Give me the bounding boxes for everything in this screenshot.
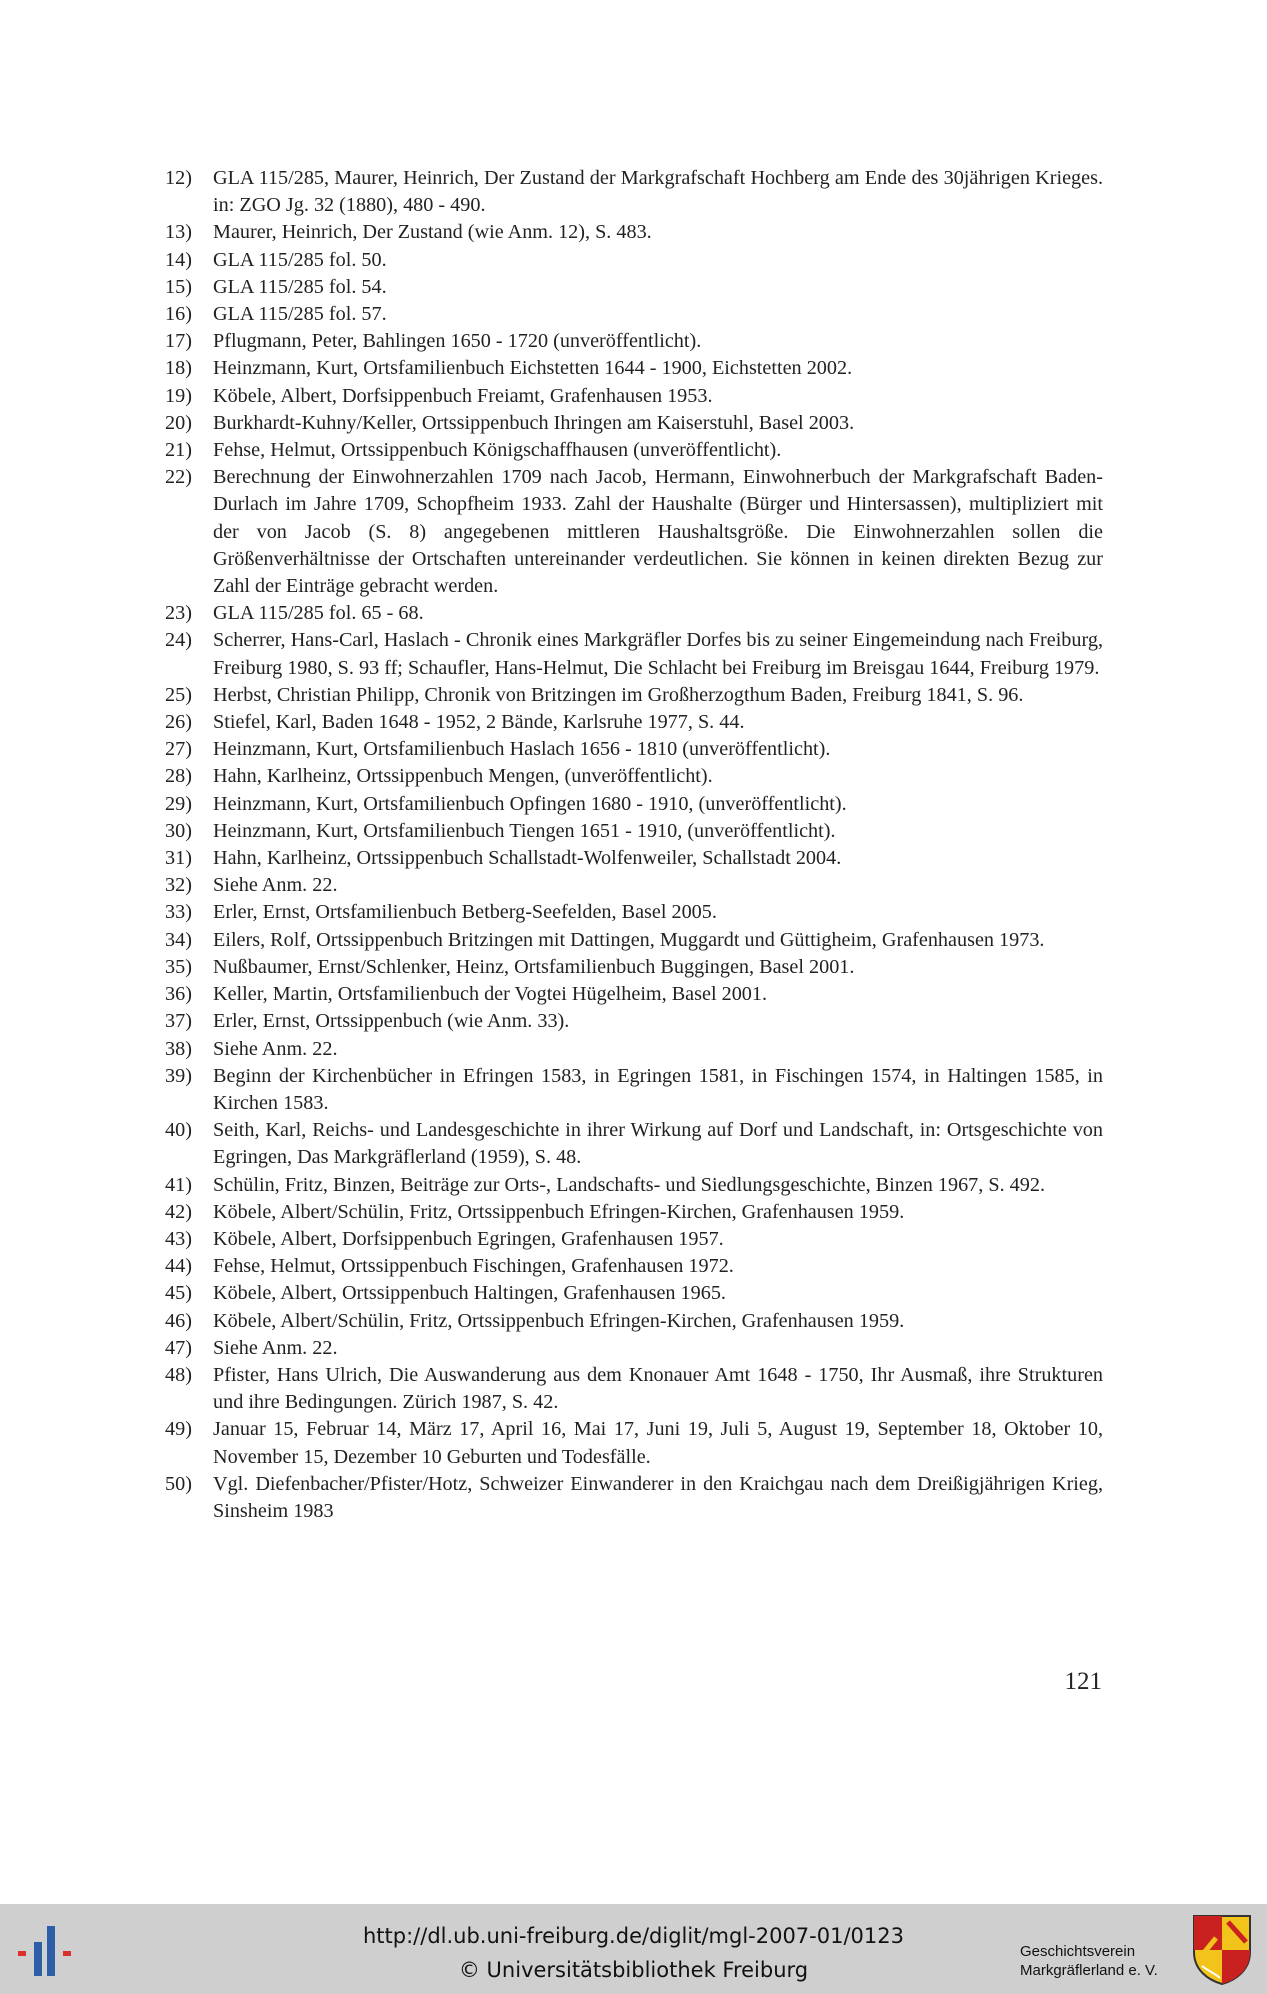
society-name-line2: Markgräflerland e. V. — [1020, 1962, 1158, 1979]
footnote-number: 47) — [165, 1336, 192, 1359]
footnote-item — [165, 464, 1103, 600]
footer-bar — [0, 1904, 1267, 1994]
footnote-item — [165, 437, 1103, 464]
footnote-number: 21) — [165, 439, 192, 462]
footnote-number: 29) — [165, 792, 192, 815]
footnote-number: 39) — [165, 1064, 192, 1087]
footnote-item — [165, 1308, 1103, 1335]
footnote-number: 44) — [165, 1255, 192, 1278]
footnote-text: Scherrer, Hans-Carl, Haslach - Chronik eines Markgräfler Dorfes bis zu seiner Eingemeindung nach Freiburg, Freiburg 1980, S. 93 ff; Schaufler, Hans-Helmut, Die Schlacht bei Freiburg im Breisgau 1644, Freiburg 1979. — [213, 629, 1103, 679]
footnote-number: 34) — [165, 928, 192, 951]
footnote-item — [165, 219, 1103, 246]
footnote-number: 40) — [165, 1119, 192, 1142]
footnote-item — [165, 627, 1103, 681]
footnote-item — [165, 301, 1103, 328]
footnote-number: 31) — [165, 847, 192, 870]
footnote-number: 20) — [165, 411, 192, 434]
footnote-number: 23) — [165, 602, 192, 625]
footnote-number: 32) — [165, 874, 192, 897]
footnote-number: 48) — [165, 1363, 192, 1386]
footnote-text: Schülin, Fritz, Binzen, Beiträge zur Orts-, Landschafts- und Siedlungsgeschichte, Binzen 1967, S. 492. — [213, 1173, 1046, 1196]
footnote-number: 30) — [165, 819, 192, 842]
footnote-number: 24) — [165, 629, 192, 652]
footnote-number: 26) — [165, 711, 192, 734]
footnote-number: 36) — [165, 983, 192, 1006]
footnote-item — [165, 1063, 1103, 1117]
footnote-item — [165, 1117, 1103, 1171]
footnote-item — [165, 1280, 1103, 1307]
footnote-text: Fehse, Helmut, Ortssippenbuch Fischingen, Grafenhausen 1972. — [213, 1255, 734, 1278]
footnote-text: Seith, Karl, Reichs- und Landesgeschichte in ihrer Wirkung auf Dorf und Landschaft, in: Ortsgeschichte von Egringen, Das Markgräflerland (1959), S. 48. — [213, 1119, 1103, 1169]
footnote-number: 49) — [165, 1418, 192, 1441]
footnote-text: Januar 15, Februar 14, März 17, April 16, Mai 17, Juni 19, Juli 5, August 19, September 18, Oktober 10, November 15, Dezember 10 Geburten und Todesfälle. — [213, 1418, 1103, 1468]
footnote-number: 14) — [165, 248, 192, 271]
footnote-text: Hahn, Karlheinz, Ortssippenbuch Mengen, (unveröffentlicht). — [213, 765, 713, 788]
footnote-item — [165, 709, 1103, 736]
footnote-text: Heinzmann, Kurt, Ortsfamilienbuch Eichstetten 1644 - 1900, Eichstetten 2002. — [213, 357, 853, 380]
footnote-text: Heinzmann, Kurt, Ortsfamilienbuch Haslach 1656 - 1810 (unveröffentlicht). — [213, 738, 831, 761]
footnote-text: Köbele, Albert/Schülin, Fritz, Ortssippenbuch Efringen-Kirchen, Grafenhausen 1959. — [213, 1200, 905, 1223]
footnote-text: Erler, Ernst, Ortsfamilienbuch Betberg-Seefelden, Basel 2005. — [213, 901, 717, 924]
footnote-text: Köbele, Albert, Ortssippenbuch Haltingen, Grafenhausen 1965. — [213, 1282, 726, 1305]
footnote-number: 37) — [165, 1010, 192, 1033]
footnote-item — [165, 383, 1103, 410]
footnote-text: Siehe Anm. 22. — [213, 1037, 338, 1060]
footnote-number: 25) — [165, 683, 192, 706]
footnote-text: Köbele, Albert/Schülin, Fritz, Ortssippenbuch Efringen-Kirchen, Grafenhausen 1959. — [213, 1309, 905, 1332]
footnote-text: Köbele, Albert, Dorfsippenbuch Freiamt, Grafenhausen 1953. — [213, 384, 713, 407]
footnote-text: Keller, Martin, Ortsfamilienbuch der Vogtei Hügelheim, Basel 2001. — [213, 983, 768, 1006]
footnote-item — [165, 763, 1103, 790]
footnote-item — [165, 410, 1103, 437]
society-name — [1020, 1942, 1158, 1980]
footnote-item — [165, 872, 1103, 899]
footnote-item — [165, 981, 1103, 1008]
footnote-number: 46) — [165, 1309, 192, 1332]
footnote-text: Pfister, Hans Ulrich, Die Auswanderung aus dem Knonauer Amt 1648 - 1750, Ihr Ausmaß, ihre Strukturen und ihre Bedingungen. Zürich 1987, S. 42. — [213, 1363, 1103, 1414]
footnote-text: Köbele, Albert, Dorfsippenbuch Egringen, Grafenhausen 1957. — [213, 1227, 724, 1250]
footnote-text: Eilers, Rolf, Ortssippenbuch Britzingen mit Dattingen, Muggardt und Güttigheim, Grafenhausen 1973. — [213, 928, 1045, 951]
society-name-line1: Geschichtsverein — [1020, 1943, 1136, 1960]
footnote-item — [165, 355, 1103, 382]
footnote-item — [165, 1172, 1103, 1199]
footnote-item — [165, 927, 1103, 954]
footnote-number: 13) — [165, 221, 192, 244]
footnote-item — [165, 1362, 1103, 1416]
footnote-number: 45) — [165, 1282, 192, 1305]
footnote-item — [165, 1335, 1103, 1362]
footnote-text: Stiefel, Karl, Baden 1648 - 1952, 2 Bände, Karlsruhe 1977, S. 44. — [213, 711, 745, 734]
footnote-number: 43) — [165, 1227, 192, 1250]
footer-url-link[interactable]: http://dl.ub.uni-freiburg.de/diglit/mgl-2007-01/0123 — [362, 1924, 904, 1948]
footnote-text: GLA 115/285 fol. 65 - 68. — [213, 602, 424, 625]
footnote-item — [165, 247, 1103, 274]
footnote-item — [165, 682, 1103, 709]
footnote-text: GLA 115/285, Maurer, Heinrich, Der Zustand der Markgrafschaft Hochberg am Ende des 30jährigen Krieges. in: ZGO Jg. 32 (1880), 480 - 490. — [213, 167, 1103, 217]
footnote-text: Berechnung der Einwohnerzahlen 1709 nach Jacob, Hermann, Einwohnerbuch der Markgrafschaft Baden-Durlach im Jahre 1709, Schopfheim 1933. Zahl der Haushalte (Bürger und Hintersassen), multipliziert mit der von Jacob (S. 8) angegebenen mittleren Haushaltsgröße. Die Einwohnerzahlen sollen die Größenverhältnisse der Ortschaften untereinander verdeutlichen. Sie können in keinen direkten Bezug zur Zahl der Einträge gebracht werden. — [213, 466, 1103, 598]
footnote-number: 28) — [165, 765, 192, 788]
footnote-text: Siehe Anm. 22. — [213, 874, 338, 897]
footnote-item — [165, 1226, 1103, 1253]
footnote-text: Herbst, Christian Philipp, Chronik von Britzingen im Großherzogthum Baden, Freiburg 1841, S. 96. — [213, 683, 1024, 706]
footnote-item — [165, 600, 1103, 627]
footnote-item — [165, 1253, 1103, 1280]
footnote-item — [165, 899, 1103, 926]
footnote-text: Burkhardt-Kuhny/Keller, Ortssippenbuch Ihringen am Kaiserstuhl, Basel 2003. — [213, 411, 855, 434]
footnote-text: Vgl. Diefenbacher/Pfister/Hotz, Schweizer Einwanderer in den Kraichgau nach dem Dreißigjährigen Krieg, Sinsheim 1983 — [213, 1472, 1103, 1522]
footnote-number: 35) — [165, 955, 192, 978]
footnote-number: 33) — [165, 901, 192, 924]
footnote-number: 27) — [165, 738, 192, 761]
footnote-item — [165, 1471, 1103, 1525]
footnote-text: Beginn der Kirchenbücher in Efringen 1583, in Egringen 1581, in Fischingen 1574, in Haltingen 1585, in Kirchen 1583. — [213, 1064, 1103, 1114]
footnote-text: Hahn, Karlheinz, Ortssippenbuch Schallstadt-Wolfenweiler, Schallstadt 2004. — [213, 847, 842, 870]
footnote-item — [165, 1416, 1103, 1470]
footnote-list — [165, 165, 1103, 1525]
footnote-number: 50) — [165, 1472, 192, 1495]
footnote-number: 38) — [165, 1037, 192, 1060]
footnote-text: Fehse, Helmut, Ortssippenbuch Königschaffhausen (unveröffentlicht). — [213, 439, 782, 462]
footnote-item — [165, 1008, 1103, 1035]
footnote-item — [165, 1036, 1103, 1063]
footnote-text: GLA 115/285 fol. 54. — [213, 275, 387, 298]
footnote-text: Maurer, Heinrich, Der Zustand (wie Anm. 12), S. 483. — [213, 221, 652, 244]
footer-copyright: © Universitätsbibliothek Freiburg — [458, 1958, 809, 1982]
footnote-item — [165, 328, 1103, 355]
footnote-number: 16) — [165, 303, 192, 326]
footnote-item — [165, 845, 1103, 872]
footnote-number: 12) — [165, 167, 192, 189]
coat-of-arms-icon — [1190, 1912, 1254, 1986]
footnote-item — [165, 791, 1103, 818]
footnote-item — [165, 274, 1103, 301]
footnote-item — [165, 954, 1103, 981]
footnote-text: Nußbaumer, Ernst/Schlenker, Heinz, Ortsfamilienbuch Buggingen, Basel 2001. — [213, 955, 855, 978]
footnote-number: 18) — [165, 357, 192, 380]
footnote-number: 19) — [165, 384, 192, 407]
footnote-text: GLA 115/285 fol. 57. — [213, 303, 387, 326]
footnote-item — [165, 818, 1103, 845]
footnote-text: Heinzmann, Kurt, Ortsfamilienbuch Tiengen 1651 - 1910, (unveröffentlicht). — [213, 819, 836, 842]
footnote-number: 15) — [165, 275, 192, 298]
footnote-item — [165, 165, 1103, 219]
footnote-number: 42) — [165, 1200, 192, 1223]
footnote-text: GLA 115/285 fol. 50. — [213, 248, 387, 271]
footnote-number: 17) — [165, 330, 192, 353]
footnote-text: Heinzmann, Kurt, Ortsfamilienbuch Opfingen 1680 - 1910, (unveröffentlicht). — [213, 792, 847, 815]
footnote-text: Pflugmann, Peter, Bahlingen 1650 - 1720 (unveröffentlicht). — [213, 330, 702, 353]
footnote-item — [165, 736, 1103, 763]
footnote-text: Siehe Anm. 22. — [213, 1336, 338, 1359]
footnote-number: 41) — [165, 1173, 192, 1196]
footnote-number: 22) — [165, 466, 192, 489]
page-number: 121 — [1064, 1668, 1102, 1695]
footnote-text: Erler, Ernst, Ortssippenbuch (wie Anm. 33). — [213, 1010, 570, 1033]
footnote-item — [165, 1199, 1103, 1226]
